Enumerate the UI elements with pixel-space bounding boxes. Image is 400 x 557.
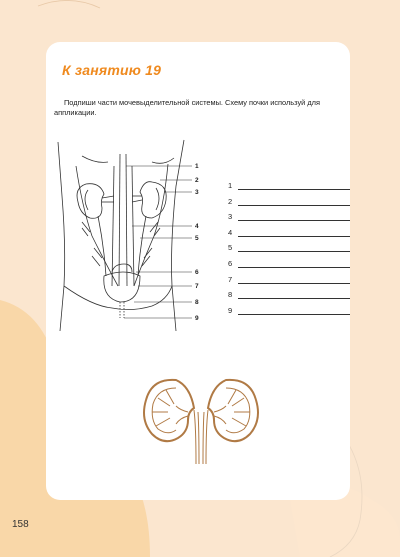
kidney-applique-diagram xyxy=(136,376,266,466)
figure-label: 6 xyxy=(195,269,199,276)
answer-line[interactable] xyxy=(238,298,350,299)
page-number: 158 xyxy=(12,519,29,530)
figure-label: 8 xyxy=(195,299,199,306)
figure-label: 5 xyxy=(195,235,199,242)
answer-line[interactable] xyxy=(238,205,350,206)
answer-line[interactable] xyxy=(238,267,350,268)
answer-number: 5 xyxy=(228,243,233,253)
figure-label: 1 xyxy=(195,163,199,170)
task-text xyxy=(54,98,346,118)
figure-label: 3 xyxy=(195,189,199,196)
answer-number: 9 xyxy=(228,305,233,315)
figure-label: 9 xyxy=(195,315,199,322)
answer-number: 1 xyxy=(228,181,233,190)
answer-line[interactable] xyxy=(238,220,350,221)
page-title: К занятию 19 xyxy=(62,62,162,78)
answer-number: 6 xyxy=(228,258,233,268)
answer-number: 2 xyxy=(228,196,233,206)
figure-label: 2 xyxy=(195,177,199,184)
figure-label: 7 xyxy=(195,283,199,290)
answer-line[interactable] xyxy=(238,283,350,284)
answer-number: 8 xyxy=(228,290,233,300)
answer-line[interactable] xyxy=(238,189,350,190)
answer-line[interactable] xyxy=(238,236,350,237)
figure-label: 4 xyxy=(195,223,199,230)
urinary-system-figure xyxy=(52,136,212,336)
instruction-text: Подпиши части мочевыделительной системы. Схему почки используй для аппликации. xyxy=(54,98,320,117)
answer-number: 7 xyxy=(228,274,233,284)
answer-line[interactable] xyxy=(238,251,350,252)
answer-line[interactable] xyxy=(238,314,350,315)
answer-number: 3 xyxy=(228,212,233,222)
answer-number: 4 xyxy=(228,227,233,237)
